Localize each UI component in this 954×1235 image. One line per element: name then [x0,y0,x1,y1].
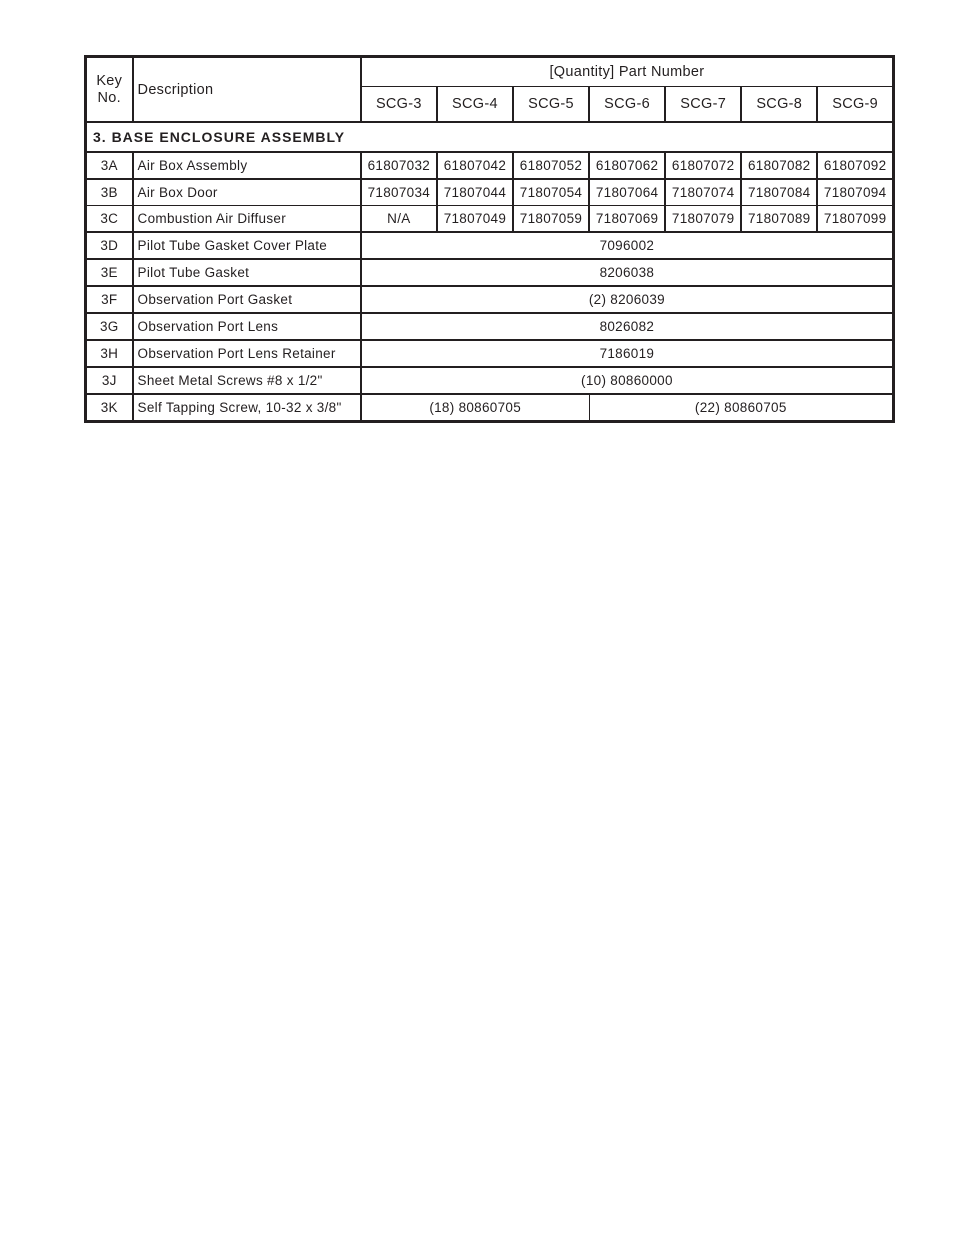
part-cell: 71807074 [665,179,741,206]
part-cell: 61807092 [817,152,893,179]
description-cell: Observation Port Lens [133,313,361,340]
part-cell: 71807089 [741,206,817,233]
table-row [86,152,894,179]
key-cell: 3K [86,394,133,422]
table-row [86,367,894,394]
section-row [86,122,894,152]
part-cell: 61807032 [361,152,437,179]
table-row [86,179,894,206]
description-header: Description [133,57,361,123]
description-cell: Observation Port Gasket [133,286,361,313]
part-cell: 71807059 [513,206,589,233]
part-cell: 71807049 [437,206,513,233]
table-row [86,259,894,286]
key-cell: 3H [86,340,133,367]
table-row [86,394,894,422]
part-cell: (18) 80860705 [361,394,589,422]
part-cell: 71807064 [589,179,665,206]
table-row [86,313,894,340]
description-cell: Pilot Tube Gasket [133,259,361,286]
description-cell: Air Box Assembly [133,152,361,179]
key-cell: 3B [86,179,133,206]
part-cell: 7096002 [361,232,894,259]
quantity-part-number-header: [Quantity] Part Number [361,57,894,87]
table-row [86,340,894,367]
model-header: SCG-4 [437,87,513,123]
section-title: 3. BASE ENCLOSURE ASSEMBLY [86,122,894,152]
part-cell: 7186019 [361,340,894,367]
description-cell: Sheet Metal Screws #8 x 1/2" [133,367,361,394]
part-cell: (22) 80860705 [589,394,893,422]
key-cell: 3E [86,259,133,286]
model-header: SCG-3 [361,87,437,123]
part-cell: 61807052 [513,152,589,179]
key-cell: 3G [86,313,133,340]
description-cell: Pilot Tube Gasket Cover Plate [133,232,361,259]
part-cell: 71807099 [817,206,893,233]
model-header: SCG-8 [741,87,817,123]
part-cell: 71807069 [589,206,665,233]
part-cell: 71807094 [817,179,893,206]
key-cell: 3C [86,206,133,233]
part-cell: 71807079 [665,206,741,233]
parts-table [84,55,895,423]
description-cell: Observation Port Lens Retainer [133,340,361,367]
part-cell: (2) 8206039 [361,286,894,313]
part-cell: 61807062 [589,152,665,179]
header-row [86,57,894,87]
model-header: SCG-9 [817,87,893,123]
part-cell: (10) 80860000 [361,367,894,394]
table-row [86,286,894,313]
table-row [86,206,894,233]
part-cell: 61807082 [741,152,817,179]
key-no-header: Key No. [86,57,133,123]
part-cell: 8026082 [361,313,894,340]
part-cell: 71807034 [361,179,437,206]
key-cell: 3J [86,367,133,394]
table-row [86,232,894,259]
model-header: SCG-7 [665,87,741,123]
part-cell: 61807072 [665,152,741,179]
description-cell: Self Tapping Screw, 10-32 x 3/8" [133,394,361,422]
part-cell: 71807054 [513,179,589,206]
description-cell: Air Box Door [133,179,361,206]
part-cell: N/A [361,206,437,233]
key-cell: 3D [86,232,133,259]
key-cell: 3A [86,152,133,179]
part-cell: 8206038 [361,259,894,286]
key-cell: 3F [86,286,133,313]
model-header: SCG-6 [589,87,665,123]
part-cell: 71807044 [437,179,513,206]
part-cell: 61807042 [437,152,513,179]
model-header: SCG-5 [513,87,589,123]
description-cell: Combustion Air Diffuser [133,206,361,233]
part-cell: 71807084 [741,179,817,206]
